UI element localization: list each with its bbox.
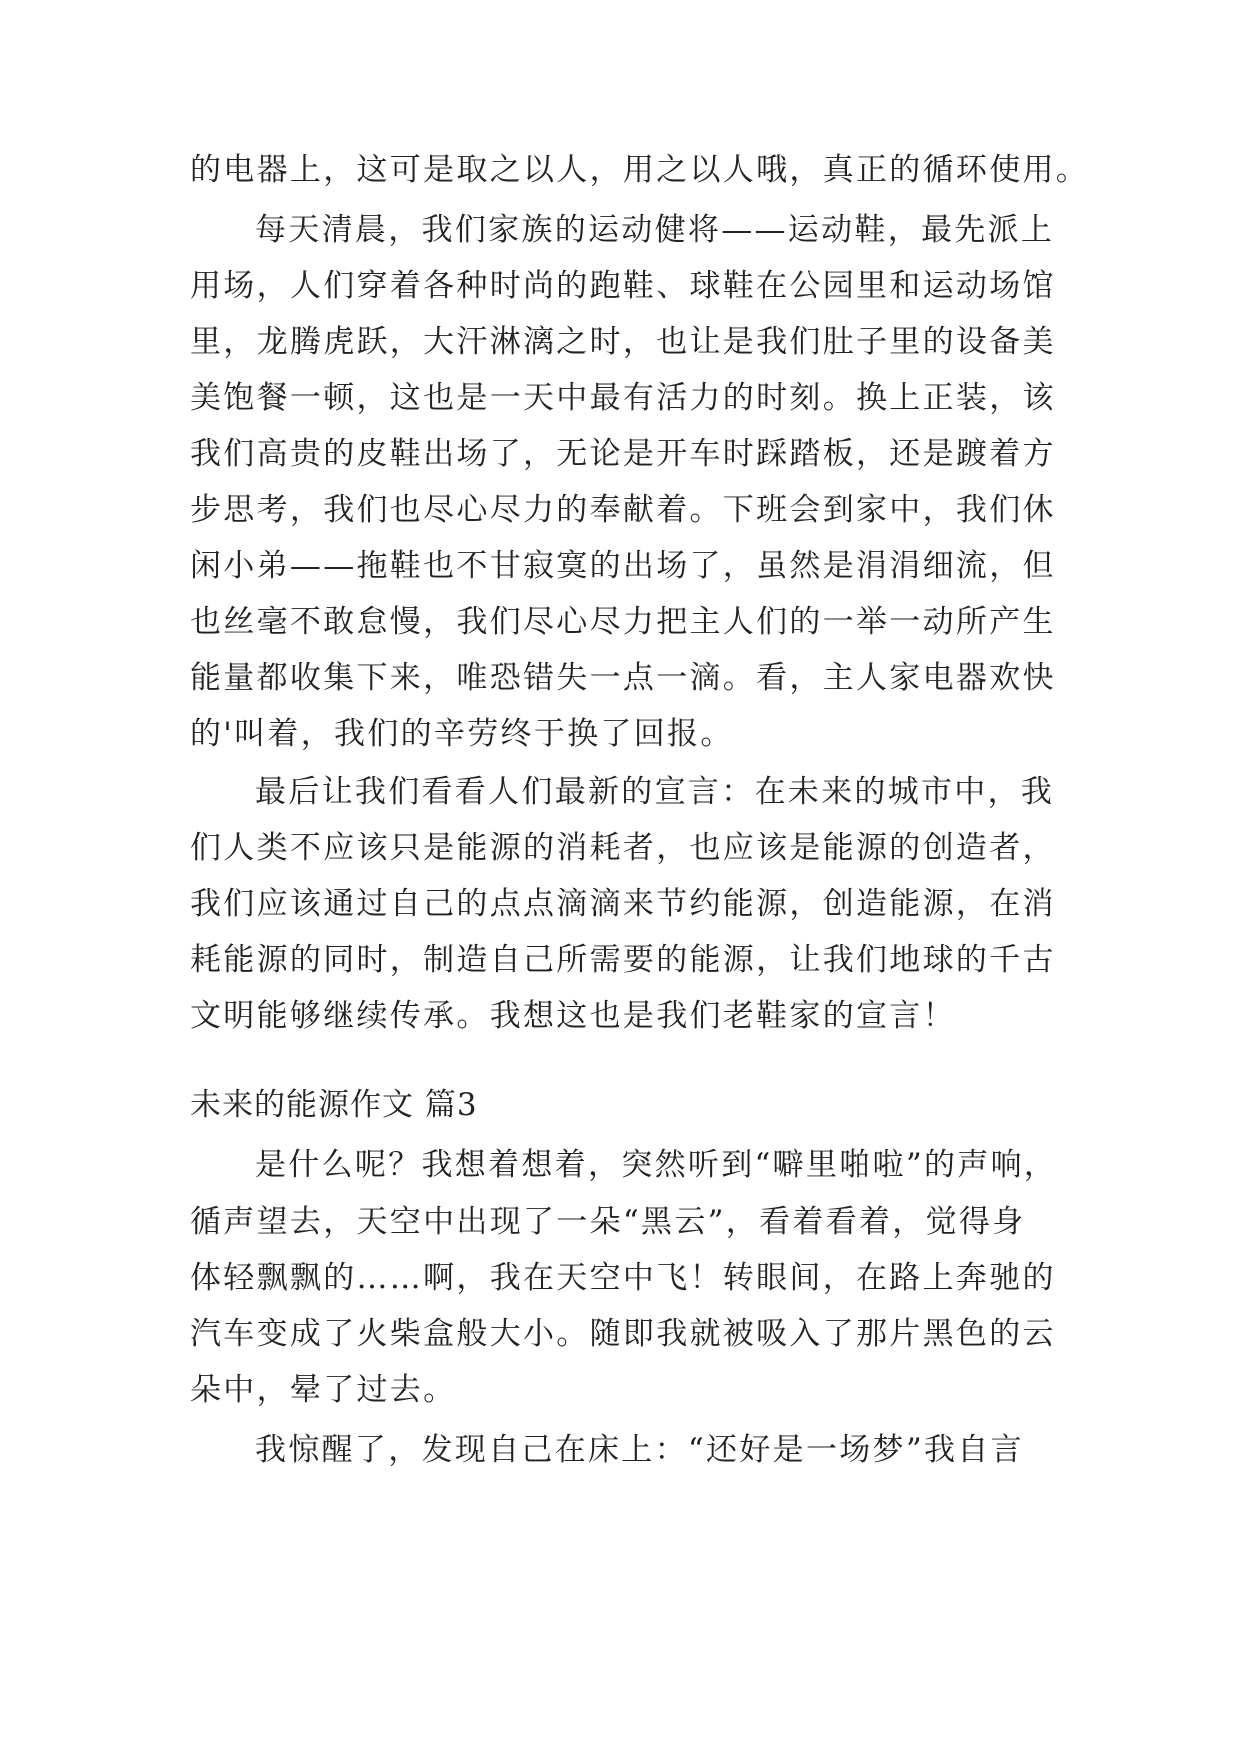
- paragraph-line: 的电器上，这可是取之以人，用之以人哦，真正的循环使用。: [190, 152, 1090, 188]
- paragraph-line: 耗能源的同时，制造自己所需要的能源，让我们地球的千古: [190, 942, 1056, 978]
- paragraph-line: 体轻飘飘的……啊，我在天空中飞！转眼间，在路上奔驰的: [190, 1260, 1056, 1296]
- paragraph-line: 循声望去，天空中出现了一朵“黑云”，看着看着，觉得身: [190, 1204, 1026, 1240]
- paragraph-line: 我们高贵的皮鞋出场了，无论是开车时踩踏板，还是踱着方: [190, 436, 1056, 472]
- paragraph-line: 能量都收集下来，唯恐错失一点一滴。看，主人家电器欢快: [190, 660, 1056, 696]
- paragraph-line: 每天清晨，我们家族的运动健将——运动鞋，最先派上: [255, 212, 1055, 248]
- paragraph-line: 步思考，我们也尽心尽力的奉献着。下班会到家中，我们休: [190, 492, 1056, 528]
- paragraph-line: 最后让我们看看人们最新的宣言：在未来的城市中，我: [255, 774, 1055, 810]
- paragraph-line: 里，龙腾虎跃，大汗淋漓之时，也让是我们肚子里的设备美: [190, 324, 1056, 360]
- paragraph-line: 们人类不应该只是能源的消耗者，也应该是能源的创造者，: [190, 830, 1056, 866]
- paragraph-line: 是什么呢？我想着想着，突然听到“噼里啪啦”的声响，: [255, 1147, 1058, 1183]
- paragraph-line: 闲小弟——拖鞋也不甘寂寞的出场了，虽然是涓涓细流，但: [190, 548, 1056, 584]
- section-heading: 未来的能源作文 篇3: [190, 1087, 478, 1123]
- paragraph-line: 用场，人们穿着各种时尚的跑鞋、球鞋在公园里和运动场馆: [190, 268, 1056, 304]
- paragraph-line: 我们应该通过自己的点点滴滴来节约能源，创造能源，在消: [190, 886, 1056, 922]
- paragraph-line: 我惊醒了，发现自己在床上：“还好是一场梦”我自言: [255, 1432, 1024, 1468]
- paragraph-line: 美饱餐一顿，这也是一天中最有活力的时刻。换上正装，该: [190, 380, 1056, 416]
- paragraph-line: 的'叫着，我们的辛劳终于换了回报。: [190, 716, 734, 752]
- paragraph-line: 朵中，晕了过去。: [190, 1372, 457, 1408]
- paragraph-line: 也丝毫不敢怠慢，我们尽心尽力把主人们的一举一动所产生: [190, 604, 1056, 640]
- paragraph-line: 文明能够继续传承。我想这也是我们老鞋家的宣言！: [190, 998, 956, 1034]
- paragraph-line: 汽车变成了火柴盒般大小。随即我就被吸入了那片黑色的云: [190, 1316, 1056, 1352]
